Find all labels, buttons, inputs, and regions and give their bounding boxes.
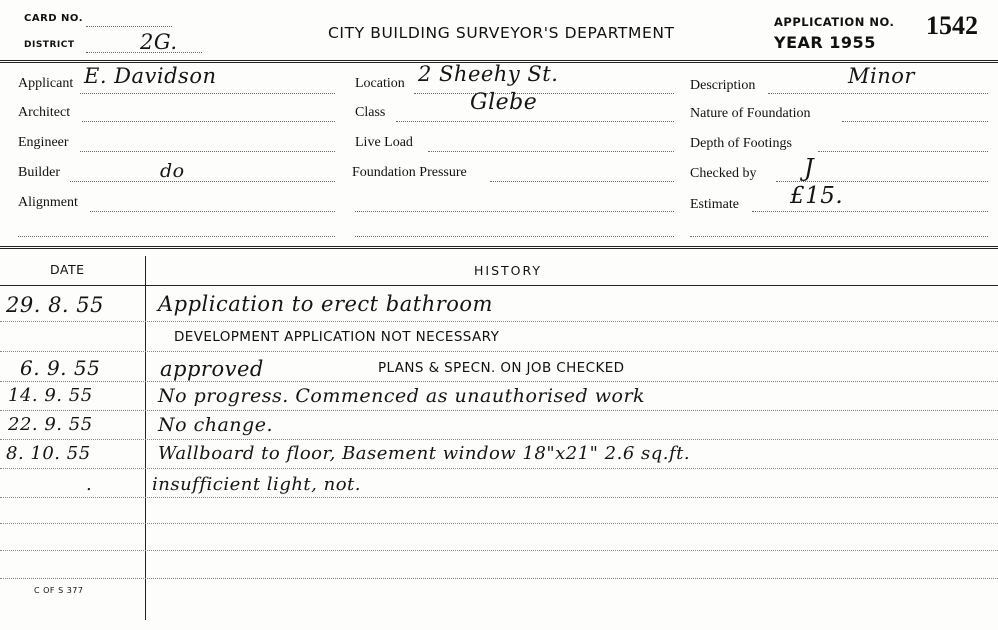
history-text: No change. <box>158 414 273 436</box>
history-top-rule <box>0 246 998 249</box>
description-label: Description <box>690 78 756 93</box>
class-label: Class <box>355 105 386 120</box>
estimate-label: Estimate <box>690 197 739 212</box>
row-line <box>0 523 998 524</box>
checked-by-value: J <box>804 154 815 182</box>
builder-label: Builder <box>18 165 60 180</box>
applicant-value: E. Davidson <box>84 64 217 88</box>
history-date: 29. 8. 55 <box>6 293 105 317</box>
architect-line <box>82 121 335 122</box>
application-no: 1542 <box>926 11 978 40</box>
class-line <box>396 121 674 122</box>
history-text: Application to erect bathroom <box>158 292 493 316</box>
checked-by-label: Checked by <box>690 166 757 181</box>
row-line <box>0 439 998 440</box>
builder-line <box>70 181 335 182</box>
description-value: Minor <box>848 64 915 88</box>
right-extra-line <box>690 236 988 237</box>
row-line <box>0 578 998 579</box>
card-no-label: CARD NO. <box>24 13 84 24</box>
row-line <box>0 497 998 498</box>
nature-of-foundation-label: Nature of Foundation <box>690 106 811 121</box>
history-text: insufficient light, not. <box>152 474 361 495</box>
history-date: 22. 9. 55 <box>8 414 93 435</box>
location-label: Location <box>355 76 405 91</box>
applicant-label: Applicant <box>18 76 74 91</box>
middle-extra-line-2 <box>355 236 674 237</box>
estimate-line <box>752 211 988 212</box>
foundation-pressure-line <box>490 181 674 182</box>
row-line <box>0 550 998 551</box>
architect-label: Architect <box>18 105 71 120</box>
row-line <box>0 321 998 322</box>
applicant-line <box>80 93 335 94</box>
foundation-pressure-label: Foundation Pressure <box>352 165 467 180</box>
live-load-line <box>428 151 674 152</box>
history-text: approved <box>160 357 264 381</box>
date-header: DATE <box>50 262 85 277</box>
row-line <box>0 468 998 469</box>
date-column-divider <box>145 256 146 620</box>
district-value: 2G. <box>140 30 178 54</box>
history-text: No progress. Commenced as unauthorised work <box>158 385 646 407</box>
form-code: C OF S 377 <box>34 586 84 595</box>
history-header-rule <box>0 285 998 286</box>
alignment-line <box>90 211 335 212</box>
engineer-line <box>80 151 335 152</box>
engineer-label: Engineer <box>18 135 69 150</box>
history-date: . <box>86 474 93 495</box>
history-text: Wallboard to floor, Basement window 18"x21" 2.6 sq.ft. <box>158 443 691 464</box>
row-line <box>0 351 998 352</box>
description-line <box>768 93 988 94</box>
middle-extra-line-1 <box>355 211 674 212</box>
row-line <box>0 410 998 411</box>
history-stamp: PLANS & SPECN. ON JOB CHECKED <box>378 360 625 376</box>
builder-value: do <box>160 160 185 182</box>
depth-of-footings-label: Depth of Footings <box>690 136 792 151</box>
location-value: 2 Sheehy St. <box>418 62 559 86</box>
history-date: 14. 9. 55 <box>8 385 93 406</box>
nature-of-foundation-line <box>842 121 988 122</box>
application-no-label: APPLICATION NO. <box>774 15 895 29</box>
history-stamp: DEVELOPMENT APPLICATION NOT NECESSARY <box>174 329 500 345</box>
department-title: CITY BUILDING SURVEYOR'S DEPARTMENT <box>328 24 675 42</box>
district-label: DISTRICT <box>24 40 75 50</box>
history-date: 8. 10. 55 <box>6 443 91 464</box>
alignment-label: Alignment <box>18 195 78 210</box>
history-header: HISTORY <box>474 263 543 278</box>
row-line <box>0 381 998 382</box>
estimate-value: £15. <box>790 183 844 209</box>
card-no-line <box>86 26 172 27</box>
history-date: 6. 9. 55 <box>20 356 101 380</box>
left-extra-line <box>18 236 335 237</box>
depth-of-footings-line <box>818 151 988 152</box>
live-load-label: Live Load <box>355 135 413 150</box>
class-value: Glebe <box>470 90 538 115</box>
location-line <box>414 93 674 94</box>
year-label: YEAR 1955 <box>774 33 876 52</box>
